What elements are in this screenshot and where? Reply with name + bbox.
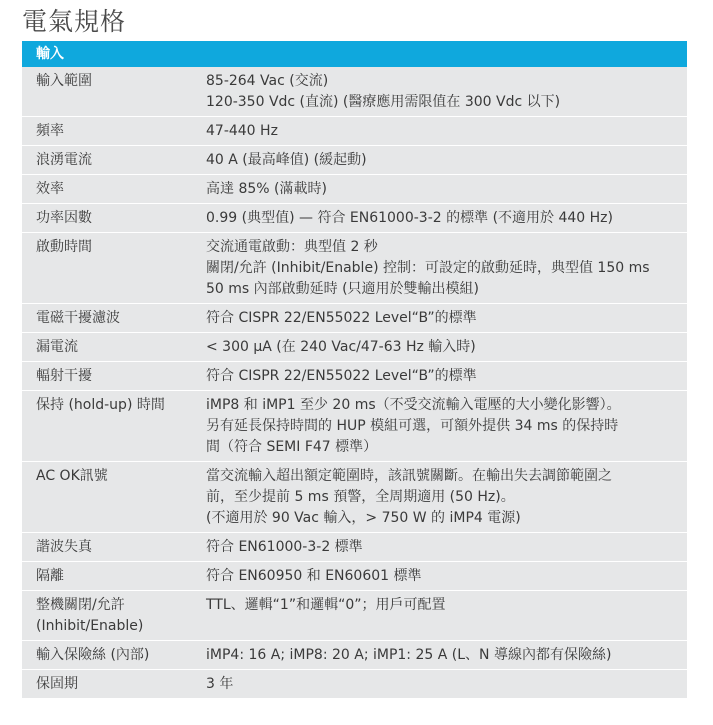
row-value <box>206 304 687 332</box>
row-value <box>206 362 687 390</box>
spec-rows <box>22 67 687 698</box>
row-value-line: 間（符合 SEMI F47 標準） <box>206 439 378 455</box>
table-row <box>22 333 687 362</box>
row-label-line: 保持 (hold-up) 時間 <box>36 397 165 413</box>
row-label <box>22 146 206 174</box>
section-header-input: 輸入 <box>22 41 687 67</box>
row-label-line: 保固期 <box>36 676 78 692</box>
row-value <box>206 175 687 203</box>
table-row <box>22 233 687 304</box>
row-value <box>206 117 687 145</box>
table-row <box>22 533 687 562</box>
row-label-line: 啟動時間 <box>36 239 92 255</box>
row-value-line: 符合 EN60950 和 EN60601 標準 <box>206 568 422 584</box>
table-row <box>22 117 687 146</box>
row-value <box>206 233 687 303</box>
row-value-line: 交流通電啟動：典型值 2 秒 <box>206 239 378 255</box>
row-label <box>22 391 206 461</box>
table-row <box>22 175 687 204</box>
row-value <box>206 641 687 669</box>
table-row <box>22 362 687 391</box>
table-row <box>22 670 687 698</box>
table-row <box>22 67 687 117</box>
row-label <box>22 67 206 116</box>
row-label-line: 輻射干擾 <box>36 368 92 384</box>
row-label <box>22 204 206 232</box>
table-row <box>22 304 687 333</box>
table-row <box>22 391 687 462</box>
row-label <box>22 462 206 532</box>
row-value-line: 高達 85% (滿載時) <box>206 181 327 197</box>
row-value <box>206 562 687 590</box>
row-value <box>206 146 687 174</box>
row-label-line: 功率因數 <box>36 210 92 226</box>
row-label <box>22 670 206 698</box>
row-label-line: 諧波失真 <box>36 539 92 555</box>
row-value-line: (不適用於 90 Vac 輸入，> 750 W 的 iMP4 電源) <box>206 510 521 526</box>
row-value-line: 85-264 Vac (交流) <box>206 73 329 89</box>
spec-table <box>22 41 687 698</box>
page-title: 電氣規格 <box>22 7 127 36</box>
row-value-line: 前，至少提前 5 ms 預警，全周期適用 (50 Hz)。 <box>206 489 515 505</box>
row-label-line: 隔離 <box>36 568 64 584</box>
row-value-line: 關閉/允許 (Inhibit/Enable) 控制：可設定的啟動延時，典型值 150 ms <box>206 260 650 276</box>
table-row <box>22 146 687 175</box>
row-value-line: iMP4: 16 A; iMP8: 20 A; iMP1: 25 A (L、N 導線內都有保險絲) <box>206 647 612 663</box>
row-value-line: 47-440 Hz <box>206 123 278 139</box>
row-value <box>206 591 687 640</box>
row-label <box>22 591 206 640</box>
row-value-line: TTL、邏輯“1”和邏輯“0”；用戶可配置 <box>206 597 446 613</box>
row-label <box>22 233 206 303</box>
row-value-line: < 300 µA (在 240 Vac/47-63 Hz 輸入時) <box>206 339 476 355</box>
row-label-line: 輸入範圍 <box>36 73 92 89</box>
row-label-line: 輸入保險絲 (內部) <box>36 647 150 663</box>
table-row <box>22 462 687 533</box>
row-label-line: (Inhibit/Enable) <box>36 618 144 634</box>
row-value <box>206 391 687 461</box>
row-value-line: 符合 EN61000-3-2 標準 <box>206 539 363 555</box>
row-label-line: 漏電流 <box>36 339 78 355</box>
row-value-line: 當交流輸入超出額定範圍時，該訊號關斷。在輸出失去調節範圍之 <box>206 468 612 484</box>
row-label <box>22 362 206 390</box>
row-value-line: 符合 CISPR 22/EN55022 Level“B”的標準 <box>206 310 477 326</box>
row-label <box>22 117 206 145</box>
row-label <box>22 533 206 561</box>
row-value-line: 符合 CISPR 22/EN55022 Level“B”的標準 <box>206 368 477 384</box>
row-label-line: 整機關閉/允許 <box>36 597 125 613</box>
row-value-line: 120-350 Vdc (直流) (醫療應用需限值在 300 Vdc 以下) <box>206 94 561 110</box>
row-value <box>206 204 687 232</box>
row-value <box>206 462 687 532</box>
table-row <box>22 204 687 233</box>
table-row <box>22 641 687 670</box>
row-value <box>206 333 687 361</box>
row-label-line: 效率 <box>36 181 64 197</box>
row-label <box>22 333 206 361</box>
row-value <box>206 670 687 698</box>
row-label <box>22 175 206 203</box>
table-row <box>22 591 687 641</box>
row-label-line: AC OK訊號 <box>36 468 108 484</box>
row-value-line: 40 A (最高峰值) (緩起動) <box>206 152 367 168</box>
row-label <box>22 641 206 669</box>
row-label <box>22 562 206 590</box>
row-label <box>22 304 206 332</box>
row-value-line: 50 ms 內部啟動延時 (只適用於雙輸出模組) <box>206 281 480 297</box>
row-value <box>206 533 687 561</box>
row-label-line: 浪湧電流 <box>36 152 92 168</box>
row-label-line: 電磁干擾濾波 <box>36 310 120 326</box>
row-label-line: 頻率 <box>36 123 64 139</box>
row-value-line: 3 年 <box>206 676 234 692</box>
row-value-line: iMP8 和 iMP1 至少 20 ms（不受交流輸入電壓的大小變化影響）。 <box>206 397 621 413</box>
row-value-line: 另有延長保持時間的 HUP 模組可選，可額外提供 34 ms 的保持時 <box>206 418 619 434</box>
row-value-line: 0.99 (典型值) — 符合 EN61000-3-2 的標準 (不適用於 440 Hz) <box>206 210 613 226</box>
row-value <box>206 67 687 116</box>
table-row <box>22 562 687 591</box>
